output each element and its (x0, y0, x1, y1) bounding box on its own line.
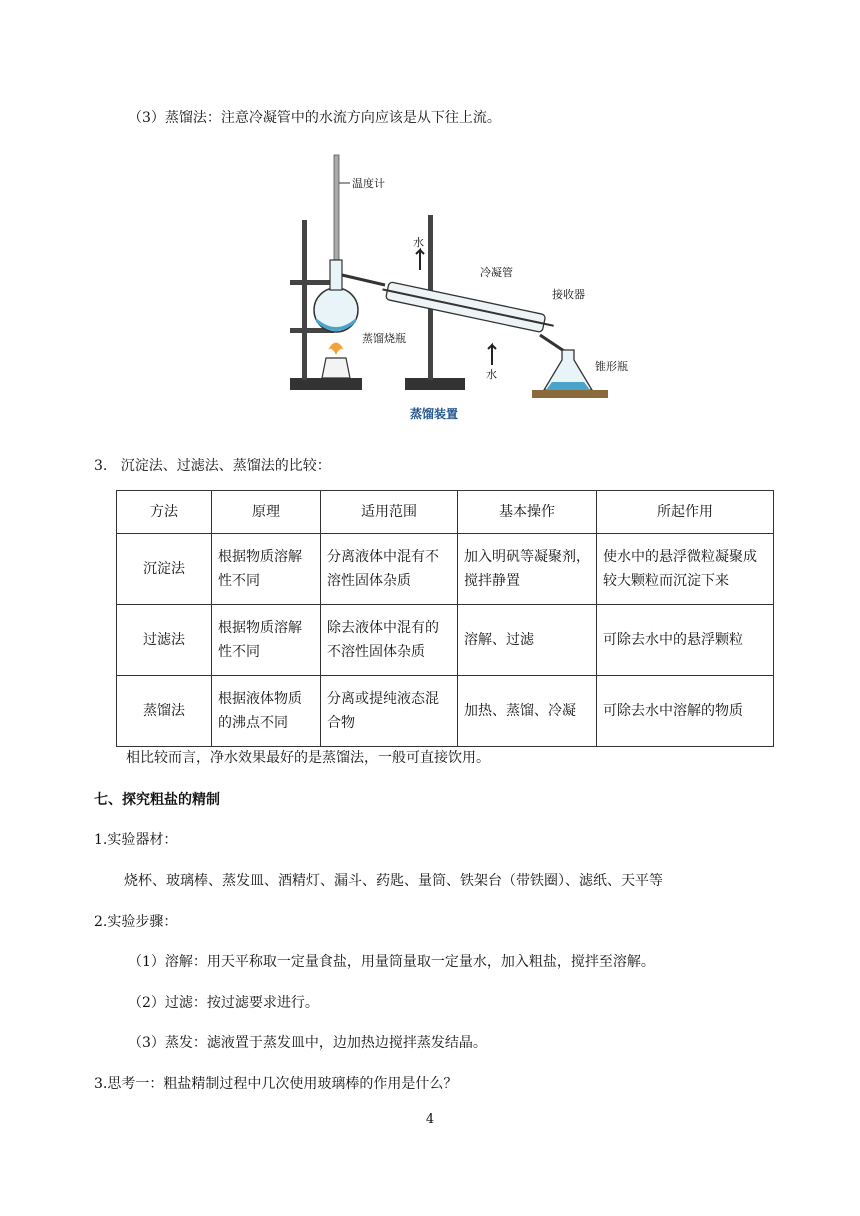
table-cell: 沉淀法 (117, 534, 212, 605)
header-scope: 适用范围 (321, 491, 458, 534)
water-in-arrow (416, 250, 424, 270)
left-stand-rod (302, 220, 307, 380)
table-cell: 可除去水中的悬浮颗粒 (597, 605, 774, 676)
section3-title: 3. 沉淀法、过滤法、蒸馏法的比较： (94, 458, 331, 474)
table-header-row (117, 491, 774, 534)
label-adapter: 接收器 (552, 288, 585, 301)
distillation-apparatus-figure (270, 150, 650, 430)
section7-title: 七、探究粗盐的精制 (94, 792, 220, 808)
left-stand-base (290, 378, 362, 390)
conclusion: 相比较而言，净水效果最好的是蒸馏法，一般可直接饮用。 (126, 750, 490, 766)
equipment-list: 烧杯、玻璃棒、蒸发皿、酒精灯、漏斗、药匙、量筒、铁架台（带铁圈）、滤纸、天平等 (124, 873, 663, 889)
step-2: （2）过滤：按过滤要求进行。 (128, 995, 319, 1011)
header-effect: 所起作用 (597, 491, 774, 534)
label-water-in: 水 (413, 236, 424, 249)
label-conical: 锥形瓶 (595, 360, 628, 373)
figure-caption: 蒸馏装置 (410, 407, 459, 421)
label-thermometer: 温度计 (352, 177, 385, 190)
table-cell: 蒸馏法 (117, 676, 212, 747)
table-row (117, 676, 774, 747)
table-cell: 根据物质溶解性不同 (212, 605, 321, 676)
label-water-out: 水 (486, 368, 497, 381)
middle-stand-base (405, 378, 465, 390)
header-operation: 基本操作 (458, 491, 597, 534)
step-3: （3）蒸发：滤液置于蒸发皿中，边加热边搅拌蒸发结晶。 (128, 1035, 487, 1051)
header-principle: 原理 (212, 491, 321, 534)
table-row (117, 534, 774, 605)
alcohol-lamp-flame (328, 343, 344, 356)
table-cell: 分离或提纯液态混合物 (321, 676, 458, 747)
equipment-title: 1.实验器材： (94, 832, 178, 848)
thermometer (334, 155, 339, 265)
table-cell: 根据物质溶解性不同 (212, 534, 321, 605)
step-1: （1）溶解：用天平称取一定量食盐，用量筒量取一定量水，加入粗盐，搅拌至溶解。 (128, 954, 655, 970)
table-cell: 使水中的悬浮微粒凝聚成较大颗粒而沉淀下来 (597, 534, 774, 605)
steps-title: 2.实验步骤： (94, 914, 178, 930)
page-number: 4 (425, 1112, 435, 1127)
table-cell: 加热、蒸馏、冷凝 (458, 676, 597, 747)
header-method: 方法 (117, 491, 212, 534)
alcohol-lamp (322, 358, 350, 378)
table-row (117, 605, 774, 676)
think-question-1: 3.思考一：粗盐精制过程中几次使用玻璃棒的作用是什么？ (94, 1076, 458, 1092)
label-flask: 蒸馏烧瓶 (362, 332, 406, 345)
table-cell: 过滤法 (117, 605, 212, 676)
table-cell: 除去液体中混有的不溶性固体杂质 (321, 605, 458, 676)
water-out-arrow (488, 345, 496, 365)
comparison-table (116, 490, 774, 747)
table-cell: 分离液体中混有不溶性固体杂质 (321, 534, 458, 605)
table-cell: 根据液体物质的沸点不同 (212, 676, 321, 747)
intro-line: （3）蒸馏法：注意冷凝管中的水流方向应该是从下往上流。 (128, 110, 501, 126)
label-condenser: 冷凝管 (480, 266, 513, 279)
table-cell: 溶解、过滤 (458, 605, 597, 676)
table-cell: 加入明矾等凝聚剂，搅拌静置 (458, 534, 597, 605)
condenser (381, 281, 556, 335)
table-cell: 可除去水中溶解的物质 (597, 676, 774, 747)
